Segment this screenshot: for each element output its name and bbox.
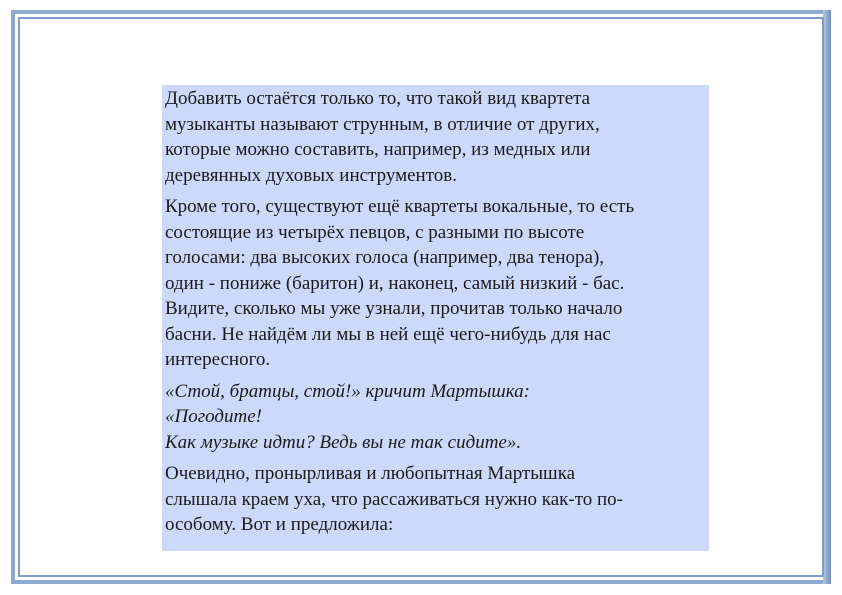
text-line: «Погодите!	[165, 406, 262, 427]
text-box	[162, 85, 709, 551]
text-line: Очевидно, пронырливая и любопытная Мартышка	[165, 463, 576, 484]
text-line: «Стой, братцы, стой!» кричит Мартышка:	[165, 380, 530, 402]
text-line: которые можно составить, например, из медных или	[165, 139, 591, 160]
text-line: слышала краем уха, что рассаживаться нужно как-то по-	[165, 488, 623, 510]
text-line: музыканты называют струнным, в отличие от других,	[165, 113, 600, 135]
text-line: состоящие из четырёх певцов, с разными по высоте	[165, 221, 585, 243]
paragraph-fable-quote	[165, 379, 707, 456]
text-line: один - пониже (баритон) и, наконец, самый низкий - бас.	[165, 272, 625, 294]
text-line: Как музыке идти? Ведь вы не так сидите».	[165, 431, 522, 453]
paragraph-quartet-types	[165, 86, 707, 188]
text-line: интересного.	[165, 349, 271, 370]
text-line: Добавить остаётся только то, что такой вид квартета	[165, 88, 591, 109]
text-line: Видите, сколько мы уже узнали, прочитав только начало	[165, 298, 623, 319]
paragraph-monkey	[165, 461, 707, 538]
text-line: деревянных духовых инструментов.	[165, 164, 457, 186]
text-line: особому. Вот и предложила:	[165, 514, 394, 535]
text-line: Кроме того, существуют ещё квартеты вокальные, то есть	[165, 196, 635, 217]
text-line: голосами: два высоких голоса (например, два тенора),	[165, 247, 605, 268]
text-line: басни. Не найдём ли мы в ней ещё чего-нибудь для нас	[165, 323, 611, 345]
paragraph-vocal-quartets	[165, 194, 707, 373]
slide-frame-shade	[823, 10, 831, 584]
